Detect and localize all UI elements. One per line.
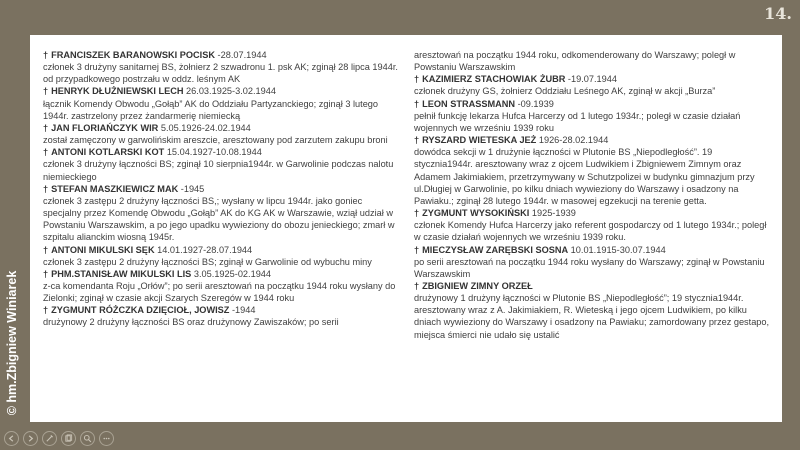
entry-description: członek drużyny GS, żołnierz Oddziału Leśnego AK, zginął w akcji „Burza”	[414, 86, 716, 97]
entry-name: FRANCISZEK BARANOWSKI POCISK	[51, 50, 215, 60]
dagger-icon: †	[414, 280, 420, 291]
dagger-icon: †	[43, 86, 49, 97]
entry-name: ZYGMUNT RÓŻCZKA DZIĘCIOŁ, JOWISZ	[51, 305, 230, 316]
entry-dates: 10.01.1915-30.07.1944	[568, 244, 666, 255]
zoom-icon[interactable]	[80, 431, 95, 446]
memorial-entry	[43, 183, 399, 244]
memorial-entry	[43, 85, 399, 121]
entry-heading	[43, 122, 399, 134]
entry-dates: -19.07.1944	[565, 74, 617, 85]
memorial-entry	[43, 146, 399, 182]
memorial-entry	[43, 244, 399, 268]
entry-name: MIECZYSŁAW ZARĘBSKI SOSNA	[422, 244, 569, 255]
entry-heading	[414, 207, 772, 219]
watermark-text: © hm.Zbigniew Winiarek	[5, 270, 19, 416]
left-column	[43, 49, 399, 329]
entry-heading	[414, 98, 772, 110]
entry-heading	[414, 73, 772, 85]
entry-dates: -09.1939	[515, 98, 554, 109]
watermark	[2, 248, 22, 448]
entry-dates: 26.03.1925-3.02.1944	[183, 86, 276, 97]
memorial-entry	[414, 244, 772, 280]
dagger-icon: †	[43, 147, 49, 158]
entry-description: po serii aresztowań na początku 1944 roku wysłany do Warszawy; zginął w Powstaniu Warszawskim	[414, 256, 765, 279]
memorial-entry	[414, 49, 772, 73]
slideshow-controls	[4, 430, 114, 446]
entry-name: KAZIMIERZ STACHOWIAK ŻUBR	[422, 74, 566, 85]
entry-heading	[414, 280, 772, 292]
more-icon[interactable]	[99, 431, 114, 446]
entry-description: został zamęczony w garwolińskim areszcie, aresztowany pod zarzutem zakupu broni	[43, 135, 388, 146]
page-number: 14.	[764, 4, 792, 23]
prev-icon[interactable]	[4, 431, 19, 446]
dagger-icon: †	[43, 50, 49, 60]
entry-name: ZBIGNIEW ZIMNY ORZEŁ	[422, 280, 533, 291]
entry-dates: -1944	[229, 305, 256, 316]
slide-content	[30, 35, 782, 422]
memorial-entry	[43, 122, 399, 146]
entry-heading	[43, 183, 399, 195]
entry-name: LEON STRASSMANN	[422, 98, 516, 109]
entry-name: ANTONI MIKULSKI SĘK	[51, 244, 155, 255]
entry-dates: 1926-28.02.1944	[536, 135, 609, 146]
dagger-icon: †	[414, 98, 420, 109]
entry-description: z-ca komendanta Roju „Orłów”; po serii aresztowań na początku 1944 roku wysłany do Zielonki; zginął w czasie akcji Szarych Szeregów w 1944 roku	[43, 280, 396, 304]
dagger-icon: †	[43, 305, 49, 316]
entry-heading	[43, 268, 399, 280]
memorial-entry	[414, 98, 772, 134]
entry-name: ZYGMUNT WYSOKIŃSKI	[422, 208, 530, 219]
entry-heading	[43, 244, 399, 256]
entry-name: STEFAN MASZKIEWICZ MAK	[51, 183, 179, 194]
entry-heading	[43, 49, 399, 61]
entry-name: JAN FLORIAŃCZYK WIR	[51, 122, 159, 133]
entry-heading	[414, 134, 772, 146]
entry-description: członek 3 drużyny sanitarnej BS, żołnierz 2 szwadronu 1. psk AK; zginął 28 lipca 1944r. od przypadkowego postrzału w oddz. leśnym AK	[43, 62, 398, 85]
entry-name: ANTONI KOTLARSKI KOT	[51, 147, 165, 158]
entry-dates: 1925-1939	[529, 208, 576, 219]
entry-dates: 3.05.1925-02.1944	[191, 268, 272, 279]
memorial-entry	[414, 280, 772, 341]
entry-dates: -1945	[178, 183, 205, 194]
entry-heading	[43, 146, 399, 158]
dagger-icon: †	[43, 268, 49, 279]
dagger-icon: †	[43, 122, 49, 133]
entry-description: członek 3 drużyny łączności BS; zginął 10 sierpnia1944r. w Garwolinie podczas nalotu niemieckiego	[43, 159, 394, 182]
next-icon[interactable]	[23, 431, 38, 446]
dagger-icon: †	[414, 244, 420, 255]
entry-heading	[43, 85, 399, 97]
memorial-entry	[43, 304, 399, 328]
entry-description: członek 3 zastępu 2 drużyny łączności BS,; wysłany w lipcu 1944r. jako goniec specjalny przez Komendę Obwodu „Gołąb” AK do KG AK w Warszawie, wziął udział w Powstaniu Warszawskim, a po jego upadku wywieziony do obozu jenieckiego; zmarł w szpitalu alianckim wiosną 1945r.	[43, 195, 395, 243]
entry-description: drużynowy 2 drużyny łączności BS oraz drużynowy Zawiszaków; po serii	[43, 317, 339, 328]
dagger-icon: †	[414, 135, 420, 146]
entry-description: drużynowy 1 drużyny łączności w Plutonie BS „Niepodległość”; 19 stycznia1944r. aresztowany wraz z A. Jakimiakiem, R. Wieteską i jego ojcem Ludwikiem, po kilku dniach wywieziony do Warszawy i osadzony na Pawiaku; zamordowany przez gestapo, miejsca śmierci nie udało się ustalić	[414, 293, 770, 340]
dagger-icon: †	[414, 208, 420, 219]
entry-description: członek 3 zastępu 2 drużyny łączności BS; zginął w Garwolinie od wybuchu miny	[43, 256, 372, 267]
entry-heading	[43, 304, 399, 316]
entry-description: aresztowań na początku 1944 roku, odkomenderowany do Warszawy; poległ w Powstaniu Warszawskim	[414, 50, 736, 73]
entry-heading	[414, 244, 772, 256]
memorial-entry	[414, 207, 772, 243]
entry-dates: 14.01.1927-28.07.1944	[154, 244, 253, 255]
entry-name: HENRYK DŁUŻNIEWSKI LECH	[51, 86, 184, 97]
memorial-entry	[43, 49, 399, 85]
dagger-icon: †	[414, 74, 420, 85]
memorial-entry	[414, 73, 772, 97]
entry-dates: 5.05.1926-24.02.1944	[158, 122, 251, 133]
entry-description: członek Komendy Hufca Harcerzy jako referent gospodarczy od 1 lutego 1934r.; poległ w czasie działań wojennych we wrześniu 1939 roku.	[414, 220, 767, 243]
entry-description: dowódca sekcji w 1 drużynie łączności w Plutonie BS „Niepodległość”. 19 stycznia1944r. aresztowany wraz z ojcem Ludwikiem i Zbigniewem Zimnym oraz Adamem Jakimiakiem, przetrzymywany w Schutzpolizei w budynku gimnazjum przy ul.Długiej w Garwolinie, po kilku dniach wywieziony do Warszawy i osadzony na Pawiaku.; zginął 28 lutego 1944r. w masowej egzekucji na terenie getta.	[414, 147, 755, 206]
dagger-icon: †	[43, 183, 49, 194]
entry-dates: -28.07.1944	[214, 50, 267, 60]
right-column	[414, 49, 772, 341]
pen-icon[interactable]	[42, 431, 57, 446]
entry-dates: 15.04.1927-10.08.1944	[164, 147, 262, 158]
memorial-entry	[43, 268, 399, 304]
pages-icon[interactable]	[61, 431, 76, 446]
dagger-icon: †	[43, 244, 49, 255]
entry-name: RYSZARD WIETESKA JEŻ	[422, 135, 537, 146]
memorial-entry	[414, 134, 772, 207]
entry-description: pełnił funkcję lekarza Hufca Harcerzy od 1 lutego 1934r.; poległ w czasie działań wojennych we wrześniu 1939 roku	[414, 110, 741, 133]
entry-description: łącznik Komendy Obwodu „Gołąb” AK do Oddziału Partyzanckiego; zginął 3 lutego 1944r. zastrzelony przez żandarmerię niemiecką	[43, 98, 379, 121]
entry-name: PHM.STANISŁAW MIKULSKI LIS	[51, 268, 192, 279]
